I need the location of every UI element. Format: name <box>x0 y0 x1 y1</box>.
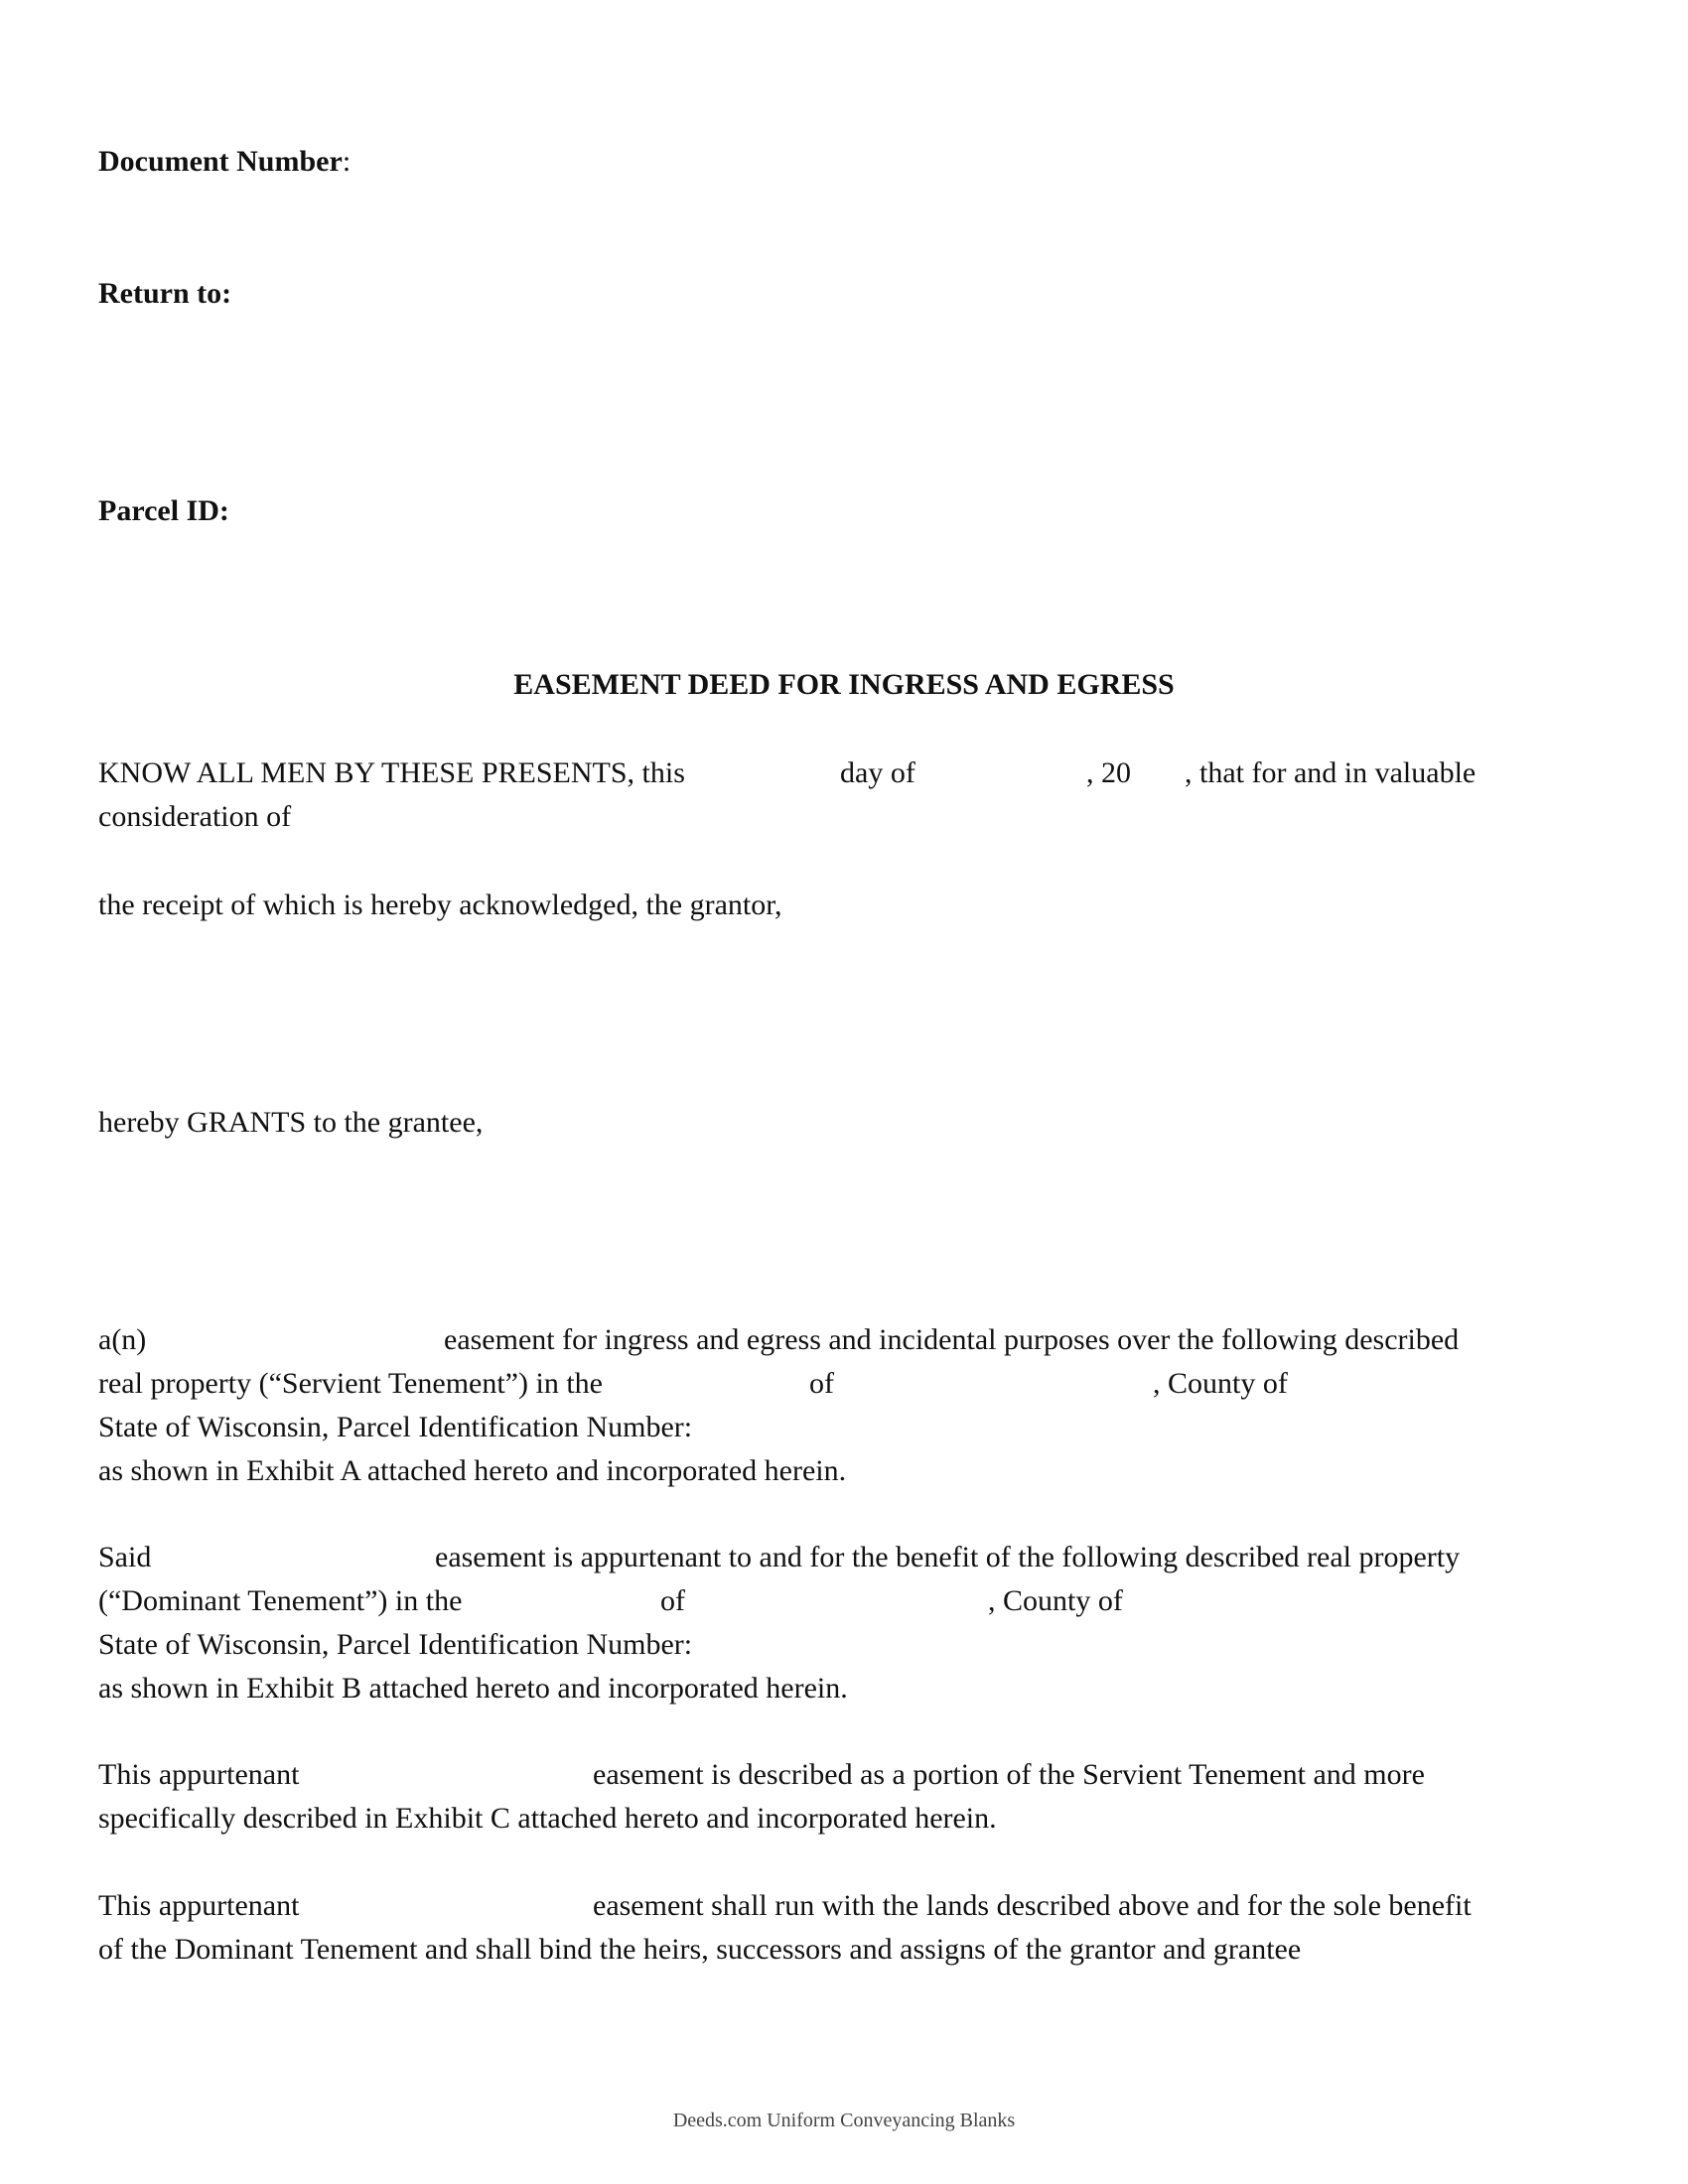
p1-day-of-text: day of <box>840 756 915 789</box>
p6-specific-text: specifically described in Exhibit C attached hereto and incorporated herein. <box>98 1802 997 1835</box>
return-to-label: Return to: <box>98 277 232 310</box>
p5-said-text: Said <box>98 1541 152 1573</box>
p3-grants-text: hereby GRANTS to the grantee, <box>98 1106 484 1139</box>
p5-state-text: State of Wisconsin, Parcel Identification Number: <box>98 1628 693 1661</box>
parcel-id-label: Parcel ID: <box>98 494 229 527</box>
document-number-colon: : <box>342 145 352 178</box>
p7-dominant-text: of the Dominant Tenement and shall bind the heirs, successors and assigns of the grantor and grantee <box>98 1933 1302 1966</box>
p4-county-text: , County of <box>1153 1367 1288 1400</box>
p1-year-text: , 20 <box>1086 756 1131 789</box>
p4-of-text: of <box>809 1367 834 1400</box>
p7-this-text: This appurtenant <box>98 1889 300 1922</box>
p4-real-property-text: real property (“Servient Tenement”) in the <box>98 1367 603 1400</box>
p1-that-text: , that for and in valuable <box>1185 756 1477 789</box>
p5-county-text: , County of <box>988 1584 1123 1617</box>
p1-consideration-text: consideration of <box>98 800 292 833</box>
p5-easement-text: easement is appurtenant to and for the benefit of the following described real property <box>435 1541 1461 1573</box>
p1-know-text: KNOW ALL MEN BY THESE PRESENTS, this <box>98 756 685 789</box>
document-number-label: Document Number <box>98 145 343 178</box>
p4-state-text: State of Wisconsin, Parcel Identification Number: <box>98 1411 693 1443</box>
document-number-line <box>98 147 351 177</box>
p6-easement-text: easement is described as a portion of the Servient Tenement and more <box>593 1758 1425 1791</box>
p2-receipt-text: the receipt of which is hereby acknowledged, the grantor, <box>98 888 782 921</box>
p4-easement-text: easement for ingress and egress and incidental purposes over the following described <box>444 1323 1460 1356</box>
p4-an-text: a(n) <box>98 1323 147 1356</box>
p7-easement-text: easement shall run with the lands described above and for the sole benefit <box>593 1889 1472 1922</box>
p4-exhibit-text: as shown in Exhibit A attached hereto and incorporated herein. <box>98 1454 847 1487</box>
p5-exhibit-text: as shown in Exhibit B attached hereto and incorporated herein. <box>98 1672 848 1705</box>
p5-of-text: of <box>660 1584 685 1617</box>
p5-dominant-text: (“Dominant Tenement”) in the <box>98 1584 463 1617</box>
p6-this-text: This appurtenant <box>98 1758 300 1791</box>
document-title: EASEMENT DEED FOR INGRESS AND EGRESS <box>513 668 1175 701</box>
footer-text: Deeds.com Uniform Conveyancing Blanks <box>672 2110 1016 2131</box>
